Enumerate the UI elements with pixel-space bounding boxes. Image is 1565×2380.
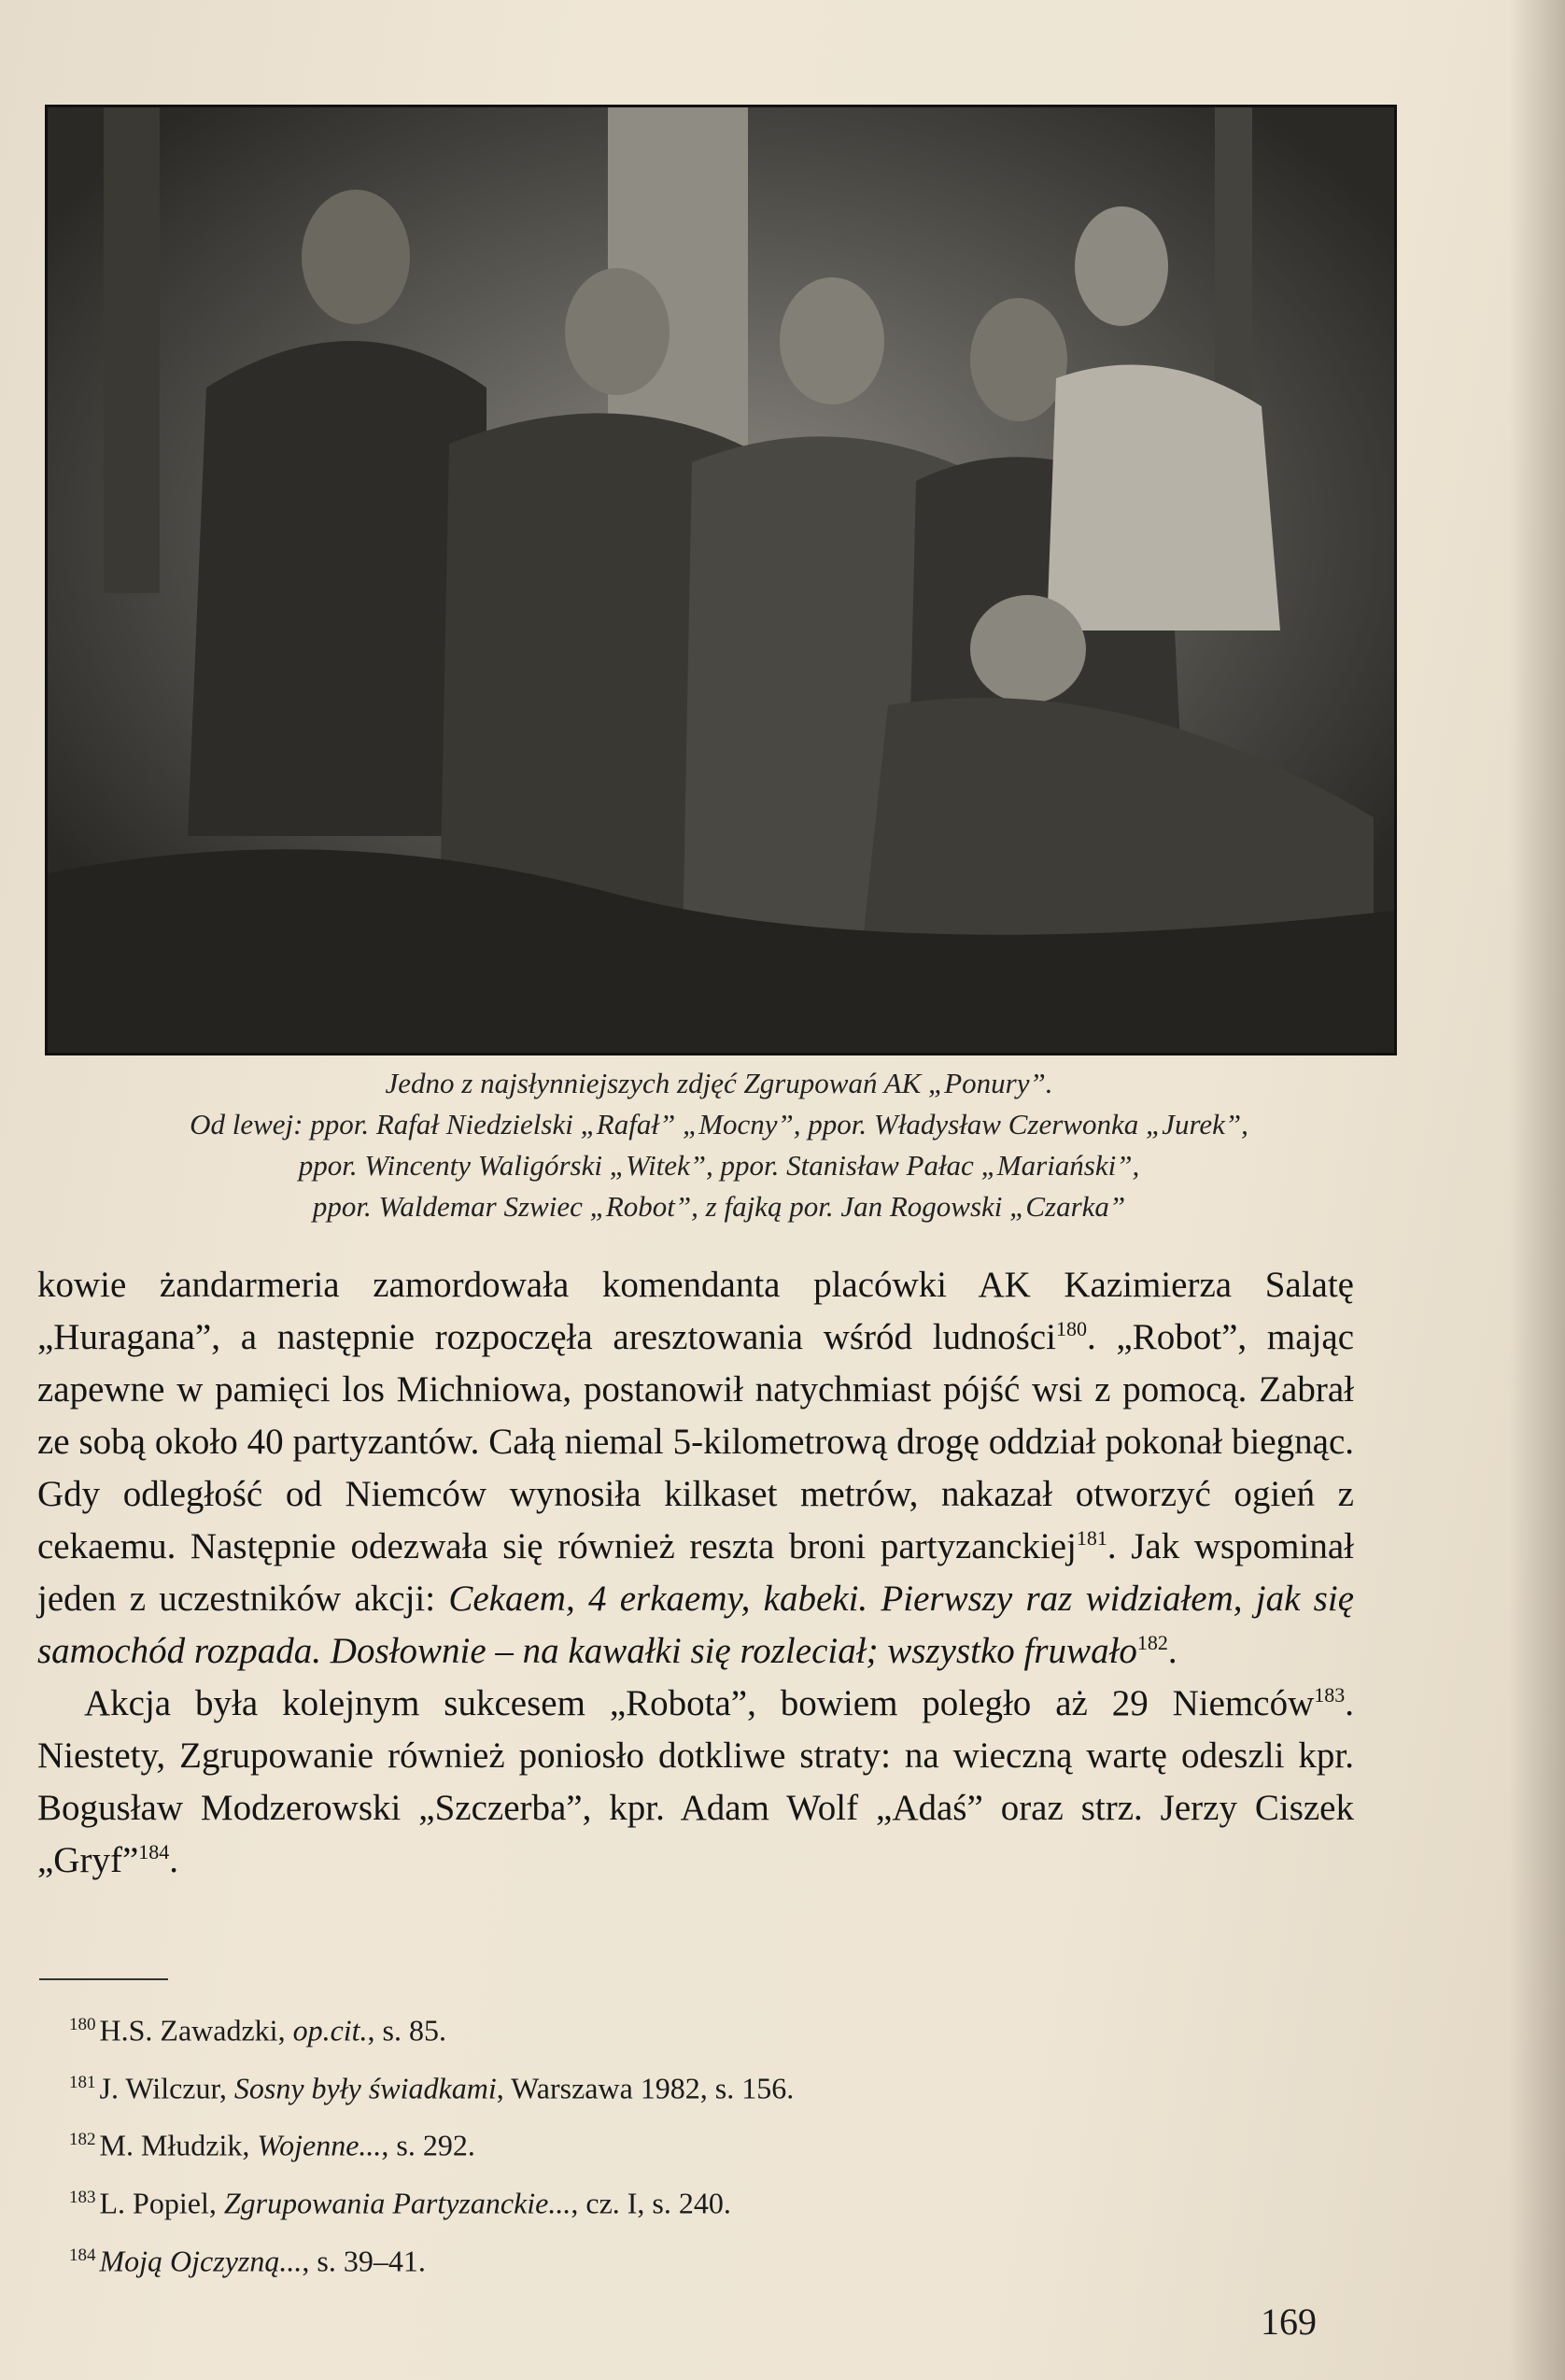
footnote-details: , s. 85. bbox=[367, 2013, 446, 2047]
footnote-ref: 183 bbox=[1314, 1683, 1346, 1707]
caption-line: ppor. Waldemar Szwiec „Robot”, z fajką por. Jan Rogowski „Czarka” bbox=[312, 1190, 1126, 1223]
footnote bbox=[69, 2172, 1283, 2230]
footnote-title: Sosny były świadkami bbox=[233, 2071, 497, 2105]
footnote-author: M. Młudzik, bbox=[99, 2128, 258, 2162]
footnote-number: 184 bbox=[69, 2245, 96, 2265]
body-text bbox=[37, 1259, 1354, 1887]
footnote-number: 182 bbox=[69, 2130, 96, 2150]
footnote-ref: 180 bbox=[1055, 1317, 1087, 1340]
paragraph bbox=[37, 1678, 1354, 1887]
footnote bbox=[69, 2230, 1283, 2288]
caption-line: Od lewej: ppor. Rafał Niedzielski „Rafał” „Mocny”, ppor. Władysław Czerwonka „Jurek”, bbox=[190, 1108, 1248, 1140]
footnote-title: Zgrupowania Partyzanckie... bbox=[223, 2186, 571, 2220]
photo-caption bbox=[56, 1063, 1382, 1227]
quotation: Cekaem, 4 erkaemy, kabeki. Pierwszy raz widziałem, jak się samochód rozpada. Dosłownie – na kawałki się rozleciał; wszystko fruwało bbox=[37, 1579, 1354, 1671]
text-run: . bbox=[169, 1840, 179, 1880]
footnote-ref: 182 bbox=[1136, 1631, 1168, 1654]
text-run: kowie żandarmeria zamordowała komendanta placówki AK Kazimierza Salatę „Huragana”, a następnie rozpoczęła aresztowania wśród ludności bbox=[37, 1265, 1354, 1357]
text-run: . „Robot”, mając zapewne w pamięci los Michniowa, postanowił natychmiast pójść wsi z pomocą. Zabrał ze sobą około 40 partyzantów. Całą niemal 5-kilometrową drogę oddział pokonał biegnąc. Gdy odległość od Niemców wynosiła kilkaset metrów, nakazał otworzyć ogień z cekaemu. Następnie odezwała się również reszta broni partyzanckiej bbox=[37, 1317, 1354, 1566]
paragraph bbox=[37, 1259, 1354, 1678]
footnote-divider bbox=[39, 1978, 168, 1980]
footnotes bbox=[69, 1999, 1283, 2287]
photo-illustration bbox=[48, 107, 1394, 1053]
text-run: . Jak wspominał jeden z uczestników akcji: bbox=[37, 1526, 1354, 1619]
page-number: 169 bbox=[1261, 2301, 1317, 2343]
tree-trunk bbox=[104, 107, 160, 593]
caption-line: Jedno z najsłynniejszych zdjęć Zgrupowań AK „Ponury”. bbox=[385, 1067, 1053, 1099]
text-run: . bbox=[1167, 1631, 1177, 1671]
text-run: Akcja była kolejnym sukcesem „Robota”, bowiem poległo aż 29 Niemców bbox=[84, 1683, 1315, 1723]
historical-photograph bbox=[45, 105, 1397, 1055]
page-edge-shadow bbox=[1509, 0, 1565, 2380]
footnote-number: 181 bbox=[69, 2072, 96, 2092]
footnote-number: 180 bbox=[69, 2015, 96, 2034]
footnote-title: Wojenne... bbox=[257, 2128, 382, 2162]
footnote-number: 183 bbox=[69, 2187, 96, 2207]
footnote-details: , Warszawa 1982, s. 156. bbox=[496, 2071, 795, 2105]
footnote bbox=[69, 1999, 1283, 2057]
footnote bbox=[69, 2114, 1283, 2172]
footnote-author: J. Wilczur, bbox=[99, 2071, 234, 2105]
footnote-details: , cz. I, s. 240. bbox=[571, 2186, 731, 2220]
footnote-details: , s. 292. bbox=[381, 2128, 475, 2162]
footnote-author: L. Popiel, bbox=[99, 2186, 224, 2220]
footnote-title: op.cit. bbox=[292, 2013, 368, 2047]
footnote-details: , s. 39–41. bbox=[302, 2244, 426, 2278]
footnote-title: Moją Ojczyzną... bbox=[99, 2244, 303, 2278]
footnote-ref: 184 bbox=[138, 1840, 170, 1863]
text-run: . Niestety, Zgrupowanie również poniosło dotkliwe straty: na wieczną wartę odeszli kpr. Bogusław Modzerowski „Szczerba”, kpr. Adam Wolf „Adaś” oraz strz. Jerzy Ciszek „Gryf” bbox=[37, 1683, 1354, 1880]
footnote-ref: 181 bbox=[1076, 1526, 1107, 1550]
caption-line: ppor. Wincenty Waligórski „Witek”, ppor. Stanisław Pałac „Mariański”, bbox=[298, 1149, 1140, 1182]
footnote bbox=[69, 2057, 1283, 2115]
footnote-author: H.S. Zawadzki, bbox=[99, 2013, 293, 2047]
